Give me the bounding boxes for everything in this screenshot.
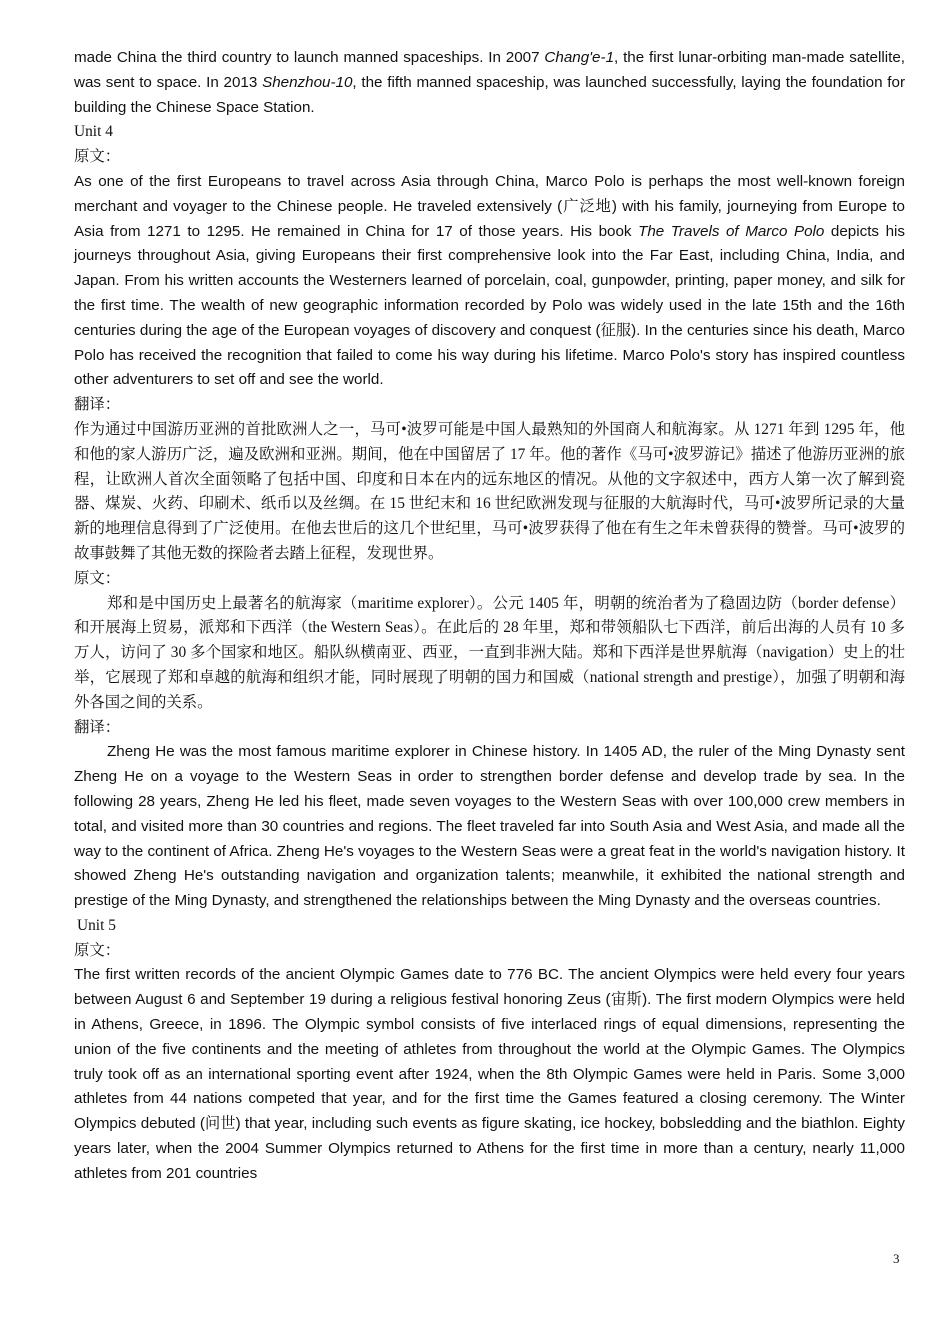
intro-text-1: made China the third country to launch manned spaceships. In 2007 [74, 49, 545, 66]
marco-polo-translation: 作为通过中国游历亚洲的首批欧洲人之一，马可•波罗可能是中国人最熟知的外国商人和航海家。从 1271 年到 1295 年，他和他的家人游历广泛，遍及欧洲和亚洲。期间，他在中国留居了 17 年。他的著作《马可•波罗游记》描述了他游历亚洲的旅程，让欧洲人首次全面领略了包括中国、印度和日本在内的远东地区的情况。从他的文字叙述中，西方人第一次了解到瓷器、煤炭、火药、印刷术、纸币以及丝绸。在 15 世纪末和 16 世纪欧洲发现与征服的大航海时代，马可•波罗所记录的大量新的地理信息得到了广泛使用。在他去世后的这几个世纪里，马可•波罗获得了他在有生之年未曾获得的赞誉。马可•波罗的故事鼓舞了其他无数的探险者去踏上征程，发现世界。 [74, 420, 905, 562]
unit4-translation-label-1: 翻译： [74, 396, 121, 414]
unit4-original-label-2: 原文： [74, 569, 121, 587]
zheng-he-original: 郑和是中国历史上最著名的航海家（maritime explorer）。公元 1405 年，明朝的统治者为了稳固边防（border defense）和开展海上贸易，派郑和下西洋（the Western Seas）。在此后的 28 年里，郑和带领船队七下西洋，前后出海的人员有 10 多万人，访问了 30 多个国家和地区。船队纵横南亚、西亚，一直到非洲大陆。郑和下西洋是世界航海（navigation）史上的壮举，它展现了郑和卓越的航海和组织才能，同时展现了明朝的国力和国威（national strength and prestige），加强了明朝和海外各国之间的关系。 [74, 594, 905, 711]
unit4-heading: Unit 4 [74, 123, 113, 141]
unit5-heading: Unit 5 [77, 916, 116, 934]
unit5-original-label: 原文： [74, 941, 121, 959]
intro-italic-changE: Chang'e-1 [544, 49, 615, 66]
unit4-original-label-1: 原文： [74, 148, 121, 166]
intro-text-2: , the first lunar-orbiting man-made satellite, was sent to space. In 2013 [74, 49, 905, 91]
intro-text-3: , the fifth manned spaceship, was launched successfully, laying the foundation for building the Chinese Space Station. [74, 73, 905, 116]
marco-polo-paragraph [74, 170, 905, 393]
document-page [74, 46, 905, 1187]
marco-text-2: depicts his journeys throughout Asia, giving Europeans their first comprehensive look into the Far East, including China, India, and Japan. From his written accounts the Westerners learned of porcelain, coal, gunpowder, printing, paper money, and silk for the first time. The wealth of new geographic information recorded by Polo was widely used in the late 15th and the 16th centuries during the age of the European voyages of discovery and conquest (征服). In the centuries since his death, Marco Polo has received the recognition that failed to come his way during his lifetime. Marco Polo's story has inspired countless other adventurers to set off and see the world. [74, 222, 905, 389]
marco-book-title: The Travels of Marco Polo [638, 222, 825, 240]
marco-text-1: As one of the first Europeans to travel across Asia through China, Marco Polo is perhaps the most well-known foreign merchant and voyager to the Chinese people. He traveled extensively (广泛地) with his family, journeying from Europe to Asia from 1271 to 1295. He remained in China for 17 of those years. His book [74, 172, 905, 240]
unit4-translation-label-2: 翻译： [74, 718, 121, 736]
intro-paragraph [74, 46, 905, 120]
zheng-he-translation: Zheng He was the most famous maritime explorer in Chinese history. In 1405 AD, the ruler of the Ming Dynasty sent Zheng He on a voyage to the Western Seas in order to strengthen border defense and develop trade by sea. In the following 28 years, Zheng He led his fleet, made seven voyages to the Western Seas with over 100,000 crew members in total, and visited more than 30 countries and regions. The fleet traveled far into South Asia and West Asia, and made all the way to the continent of Africa. Zheng He's voyages to the Western Seas were a great feat in the world's navigation history. It showed Zheng He's outstanding navigation and organization talents; meanwhile, it exhibited the national strength and prestige of the Ming Dynasty, and strengthened the relationships between the Ming Dynasty and the overseas countries. [74, 743, 905, 910]
page-number: 3 [893, 1251, 900, 1266]
olympics-paragraph: The first written records of the ancient Olympic Games date to 776 BC. The ancient Olympics were held every four years between August 6 and September 19 during a religious festival honoring Zeus (宙斯). The first modern Olympics were held in Athens, Greece, in 1896. The Olympic symbol consists of five interlaced rings of equal dimensions, representing the union of the five continents and the meeting of athletes from throughout the world at the Olympic Games. The Olympics truly took off as an international sporting event after 1924, when the 8th Olympic Games were held in Paris. Some 3,000 athletes from 44 nations competed that year, and for the first time the Games featured a closing ceremony. The Winter Olympics debuted (问世) that year, including such events as figure skating, ice hockey, bobsledding and the biathlon. Eighty years later, when the 2004 Summer Olympics returned to Athens for the first time in more than a century, nearly 11,000 athletes from 201 countries [74, 966, 905, 1182]
intro-italic-shenzhou: Shenzhou-10 [262, 73, 353, 91]
